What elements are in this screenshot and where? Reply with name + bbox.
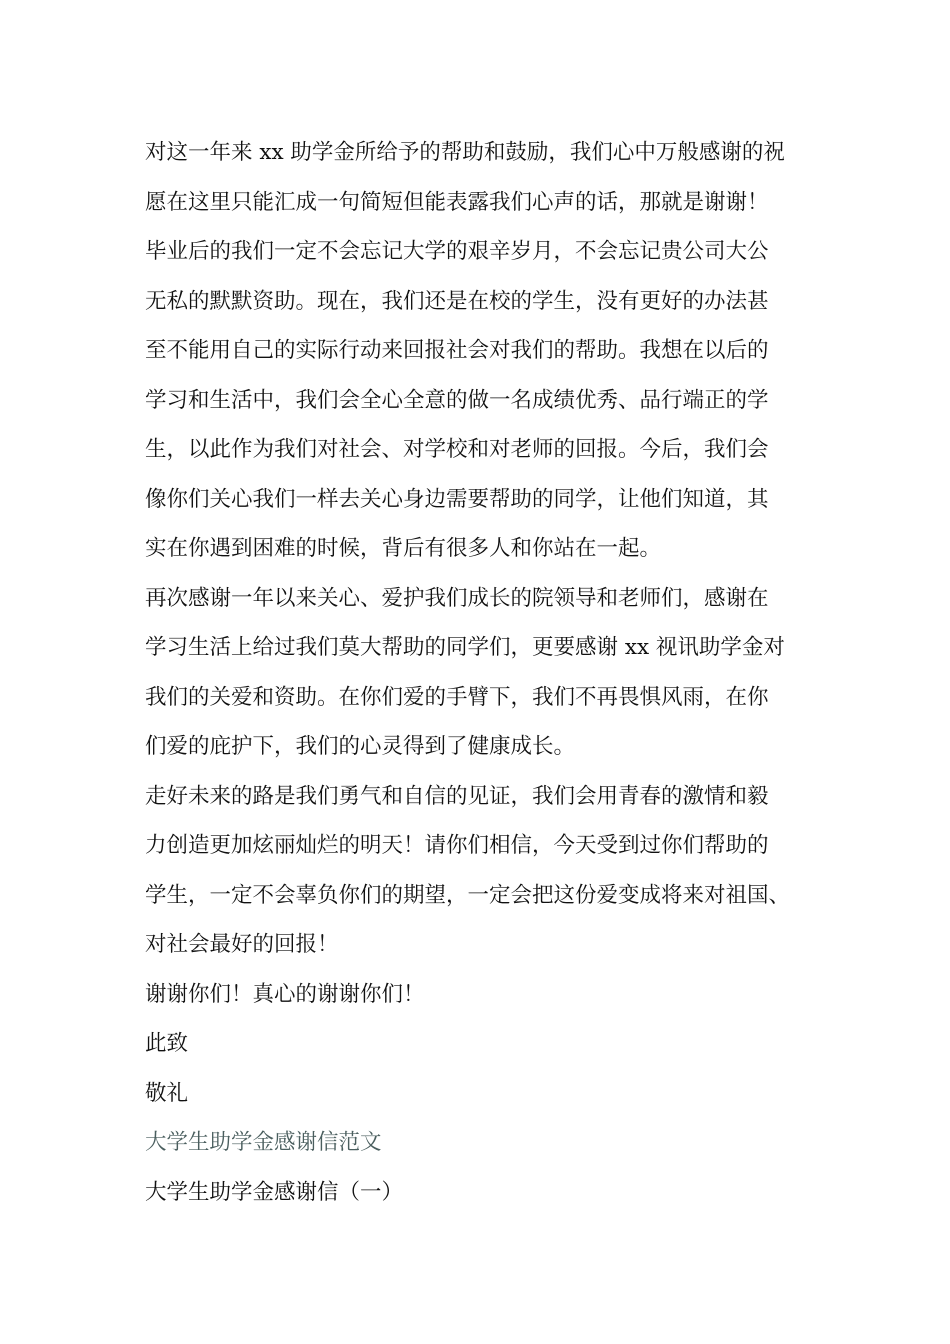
- paragraph-line: 生，以此作为我们对社会、对学校和对老师的回报。今后，我们会: [145, 437, 769, 462]
- paragraph-line: 实在你遇到困难的时候，背后有很多人和你站在一起。: [145, 536, 662, 561]
- paragraph-line: 们爱的庇护下，我们的心灵得到了健康成长。: [145, 734, 576, 759]
- paragraph-line: 我们的关爱和资助。在你们爱的手臂下，我们不再畏惧风雨，在你: [145, 684, 769, 710]
- subheading: 大学生助学金感谢信（一）: [145, 1179, 404, 1205]
- paragraph-line: 走好未来的路是我们勇气和自信的见证，我们会用青春的激情和毅: [145, 783, 769, 809]
- paragraph-line: 对这一年来 xx 助学金所给予的帮助和鼓励，我们心中万般感谢的祝: [145, 140, 785, 165]
- section-link[interactable]: 大学生助学金感谢信范文: [145, 1130, 382, 1155]
- paragraph-line: 无私的默默资助。现在，我们还是在校的学生，没有更好的办法甚: [145, 288, 769, 314]
- closing-salutation: 此致: [145, 1031, 189, 1056]
- paragraph-line: 像你们关心我们一样去关心身边需要帮助的同学，让他们知道，其: [145, 486, 769, 512]
- paragraph-line: 对社会最好的回报！: [145, 932, 339, 957]
- paragraph-line: 愿在这里只能汇成一句简短但能表露我们心声的话，那就是谢谢！: [145, 189, 769, 215]
- closing-regards: 敬礼: [145, 1080, 189, 1106]
- paragraph-line: 学生，一定不会辜负你们的期望，一定会把这份爱变成将来对祖国、: [145, 882, 791, 908]
- paragraph-line: 再次感谢一年以来关心、爱护我们成长的院领导和老师们，感谢在: [145, 585, 769, 611]
- paragraph-line: 学习生活上给过我们莫大帮助的同学们，更要感谢 xx 视讯助学金对: [145, 635, 785, 660]
- paragraph-line: 学习和生活中，我们会全心全意的做一名成绩优秀、品行端正的学: [145, 387, 769, 413]
- document-body: [145, 128, 825, 1217]
- thanks-line: 谢谢你们！真心的谢谢你们！: [145, 981, 425, 1007]
- paragraph-line: 毕业后的我们一定不会忘记大学的艰辛岁月，不会忘记贵公司大公: [145, 239, 769, 264]
- paragraph-line: 力创造更加炫丽灿烂的明天！请你们相信，今天受到过你们帮助的: [145, 833, 769, 858]
- paragraph-line: 至不能用自己的实际行动来回报社会对我们的帮助。我想在以后的: [145, 338, 769, 363]
